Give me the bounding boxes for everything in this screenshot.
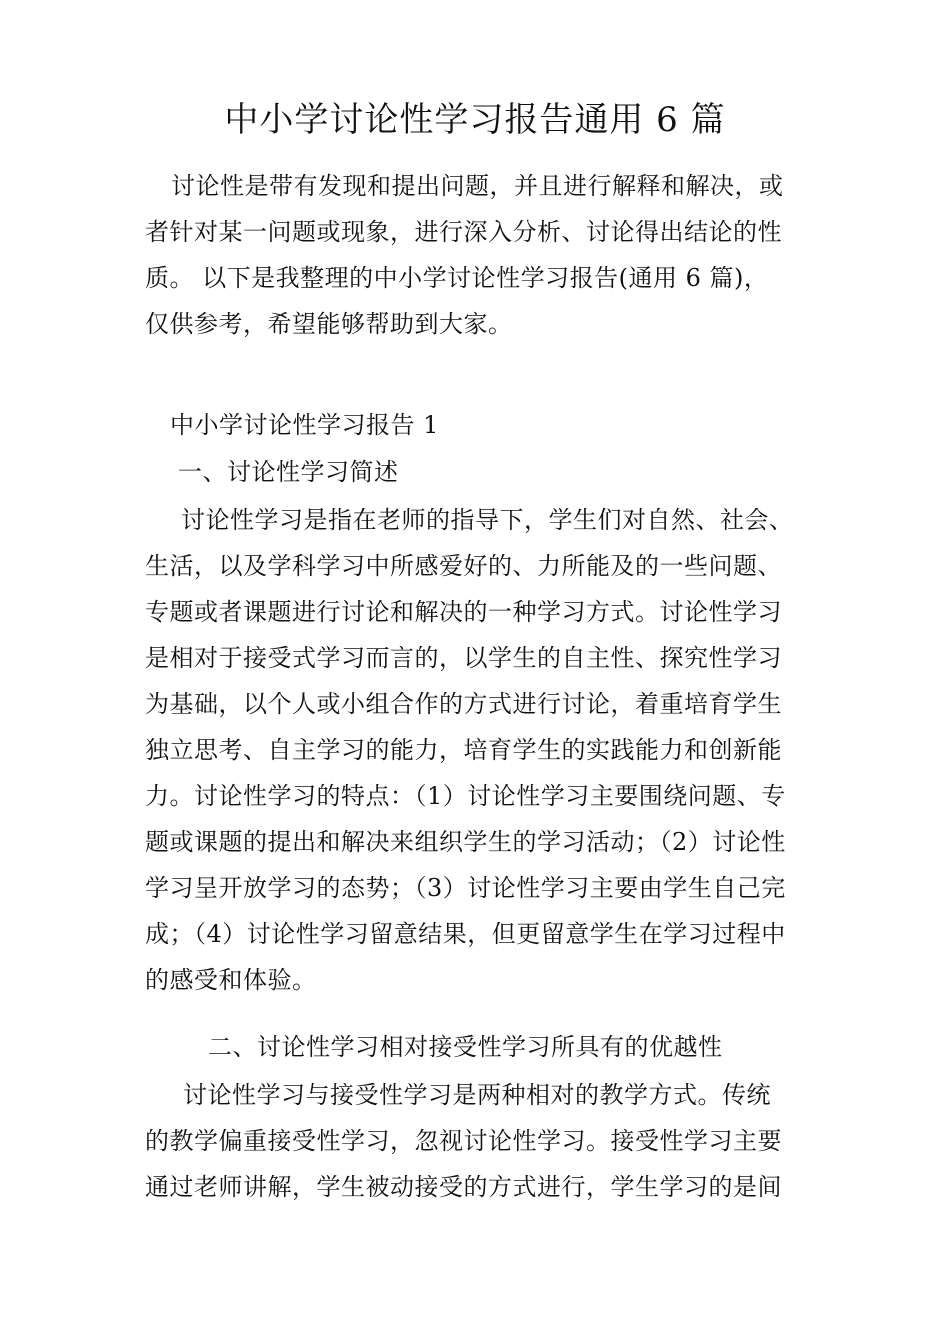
section-1-line: 学习呈开放学习的态势；（3）讨论性学习主要由学生自己完: [145, 874, 786, 902]
intro-line: 讨论性是带有发现和提出问题，并且进行解释和解决，或: [171, 172, 784, 200]
section-2-paragraph: [145, 1072, 807, 1210]
section-1-line: 成；（4）讨论性学习留意结果，但更留意学生在学习过程中: [145, 920, 786, 948]
report-1-heading: 中小学讨论性学习报告 1: [170, 411, 439, 439]
section-1-line: 是相对于接受式学习而言的，以学生的自主性、探究性学习: [145, 644, 782, 672]
intro-line: 仅供参考，希望能够帮助到大家。: [145, 310, 513, 338]
section-1-paragraph: [145, 497, 807, 1003]
section-1-line: 专题或者课题进行讨论和解决的一种学习方式。讨论性学习: [145, 598, 782, 626]
document-title: 中小学讨论性学习报告通用 6 篇: [224, 100, 726, 140]
intro-paragraph: [145, 163, 807, 347]
section-1-line: 讨论性学习是指在老师的指导下，学生们对自然、社会、: [181, 506, 794, 534]
section-1-line: 为基础，以个人或小组合作的方式进行讨论，着重培育学生: [145, 690, 782, 718]
section-1-line: 独立思考、自主学习的能力，培育学生的实践能力和创新能: [145, 736, 782, 764]
section-1-line: 力。讨论性学习的特点：（1）讨论性学习主要围绕问题、专: [145, 782, 786, 810]
section-2-heading: 二、讨论性学习相对接受性学习所具有的优越性: [208, 1033, 723, 1061]
intro-line: 者针对某一问题或现象，进行深入分析、讨论得出结论的性: [145, 218, 782, 246]
intro-line: 质。 以下是我整理的中小学讨论性学习报告(通用 6 篇)，: [145, 264, 769, 292]
section-1-heading: 一、讨论性学习简述: [178, 458, 399, 486]
section-2-line: 通过老师讲解，学生被动接受的方式进行，学生学习的是间: [145, 1173, 782, 1201]
section-1-line: 题或课题的提出和解决来组织学生的学习活动；（2）讨论性: [145, 828, 786, 856]
section-2-line: 讨论性学习与接受性学习是两种相对的教学方式。传统: [183, 1081, 771, 1109]
section-1-line: 生活，以及学科学习中所感爱好的、力所能及的一些问题、: [145, 552, 782, 580]
section-1-line: 的感受和体验。: [145, 966, 317, 994]
section-2-line: 的教学偏重接受性学习，忽视讨论性学习。接受性学习主要: [145, 1127, 782, 1155]
